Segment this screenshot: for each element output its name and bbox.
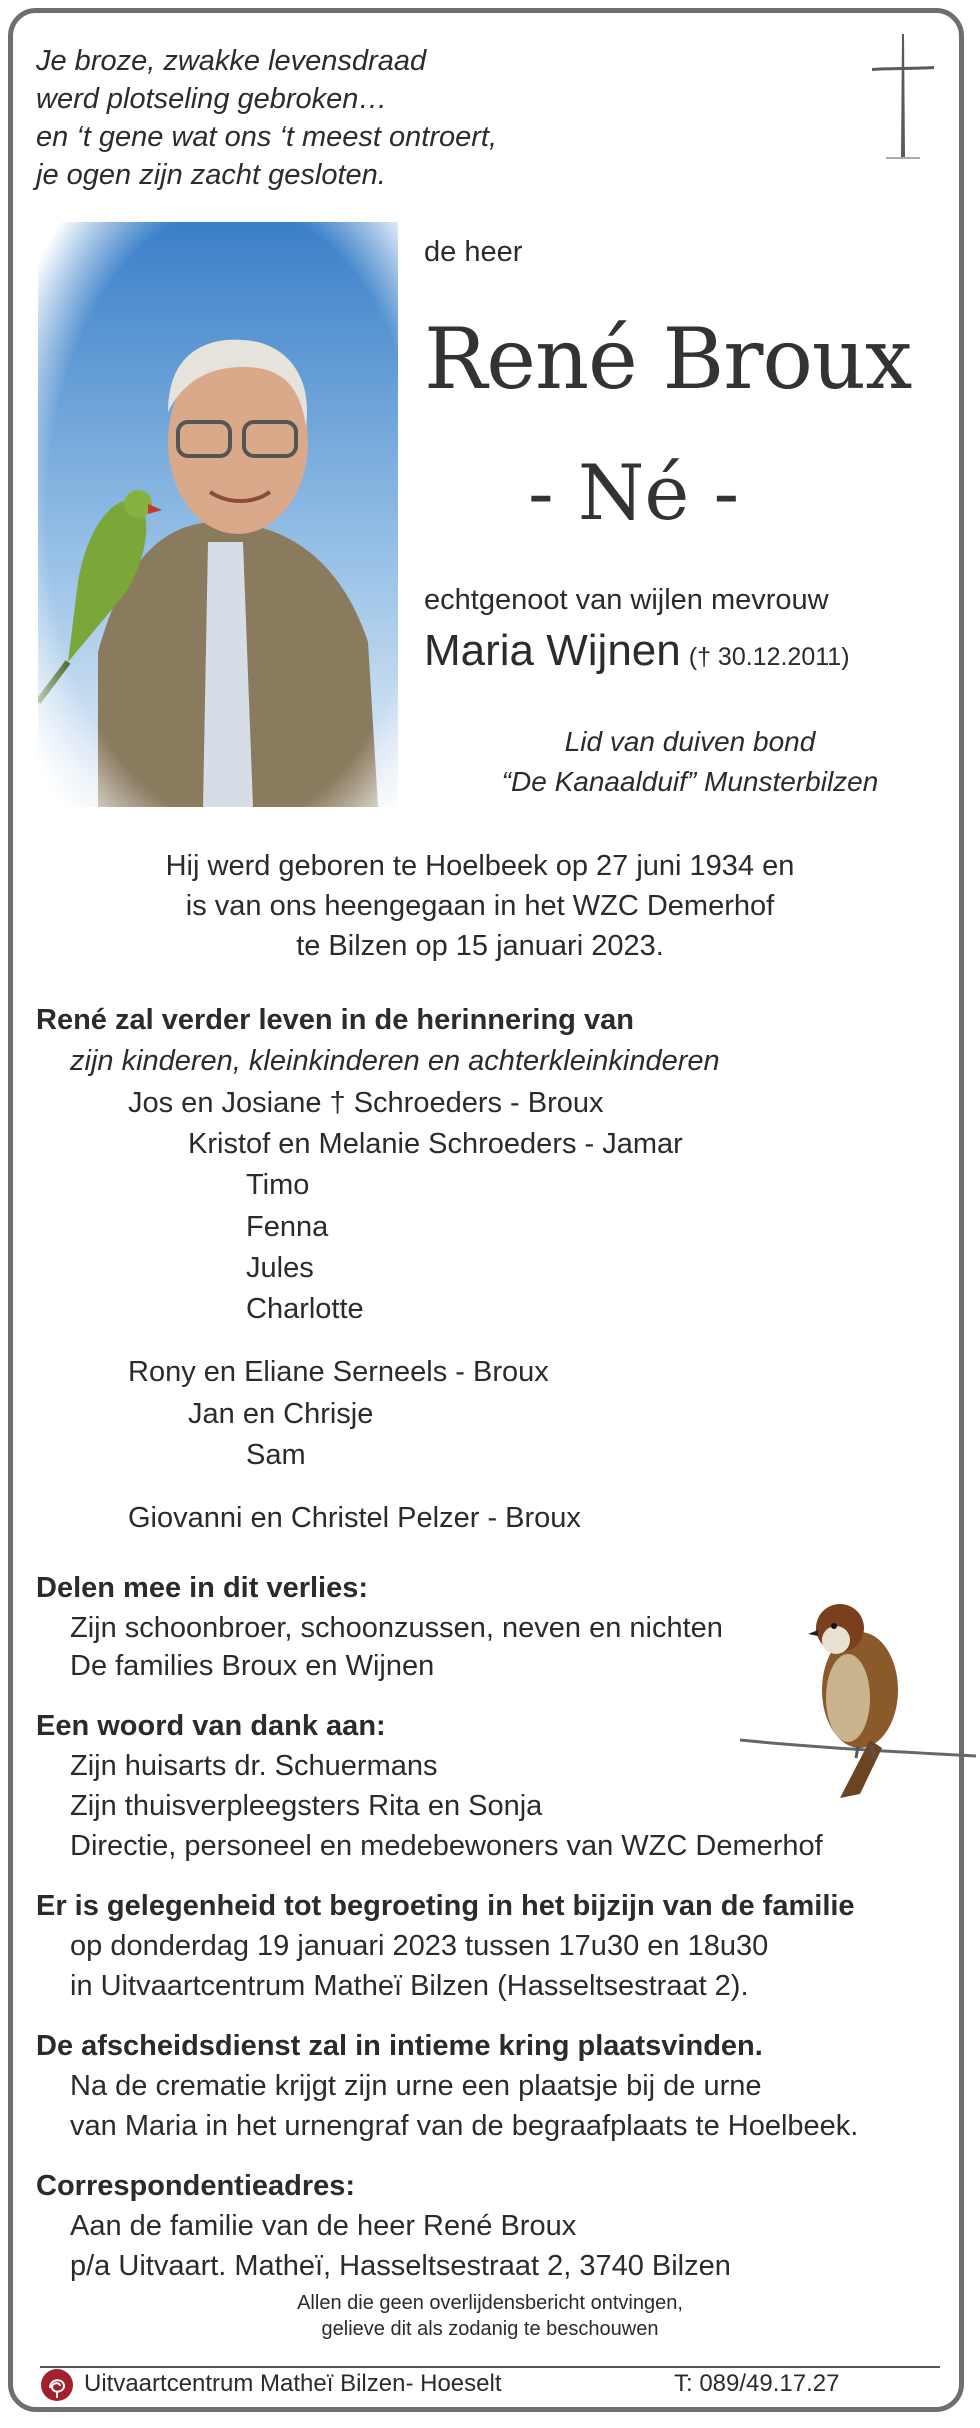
share-line: De families Broux en Wijnen — [70, 1650, 435, 1682]
cross-icon — [868, 30, 938, 165]
family-line: Sam — [246, 1439, 306, 1471]
family-line: Timo — [246, 1169, 310, 1201]
poem-line: Je broze, zwakke levensdraad — [36, 45, 427, 77]
correspondence-line: Aan de familie van de heer René Broux — [70, 2210, 577, 2242]
title-prefix: de heer — [424, 236, 523, 268]
spouse — [424, 626, 850, 676]
family-line: Jules — [246, 1252, 314, 1284]
notice-line: gelieve dit als zodanig te beschouwen — [321, 2318, 659, 2340]
thanks-line: Directie, personeel en medebewoners van WZC Demerhof — [70, 1830, 823, 1862]
visit-heading: Er is gelegenheid tot begroeting in het bijzijn van de familie — [36, 1890, 855, 1922]
notice-line: Allen die geen overlijdensbericht ontvingen, — [297, 2292, 683, 2314]
share-heading: Delen mee in dit verlies: — [36, 1572, 369, 1604]
deceased-nickname: - Né - — [528, 448, 740, 537]
spouse-intro: echtgenoot van wijlen mevrouw — [424, 584, 829, 616]
birth-line: te Bilzen op 15 januari 2023. — [296, 930, 664, 962]
birth-line: is van ons heengegaan in het WZC Demerhof — [185, 890, 775, 922]
family-line: Fenna — [246, 1211, 329, 1243]
birth-line: Hij werd geboren te Hoelbeek op 27 juni 1934 en — [165, 850, 795, 882]
club-membership — [430, 722, 950, 802]
visit-line: in Uitvaartcentrum Matheï Bilzen (Hasseltsestraat 2). — [70, 1970, 749, 2002]
footer-divider — [40, 2366, 940, 2368]
deceased-name: René Broux — [424, 310, 912, 408]
service-line: Na de crematie krijgt zijn urne een plaatsje bij de urne — [70, 2070, 762, 2102]
rose-logo-icon — [40, 2368, 74, 2402]
family-line: Jos en Josiane † Schroeders - Broux — [128, 1087, 604, 1119]
service-heading: De afscheidsdienst zal in intieme kring plaatsvinden. — [36, 2030, 763, 2062]
footer-phone: T: 089/49.17.27 — [674, 2370, 840, 2397]
family-line: Rony en Eliane Serneels - Broux — [128, 1356, 549, 1388]
club-line: “De Kanaalduif” Munsterbilzen — [501, 766, 879, 797]
family-line: Charlotte — [246, 1293, 364, 1325]
notice-text — [220, 2290, 760, 2342]
portrait-photo — [38, 222, 398, 807]
footer-company: Uitvaartcentrum Matheï Bilzen- Hoeselt — [84, 2370, 502, 2397]
poem-line: werd plotseling gebroken… — [36, 83, 388, 115]
thanks-heading: Een woord van dank aan: — [36, 1710, 386, 1742]
family-heading: René zal verder leven in de herinnering van — [36, 1004, 634, 1036]
thanks-line: Zijn thuisverpleegsters Rita en Sonja — [70, 1790, 543, 1822]
sparrow-icon — [740, 1580, 976, 1820]
thanks-line: Zijn huisarts dr. Schuermans — [70, 1750, 438, 1782]
poem-line: en ‘t gene wat ons ‘t meest ontroert, — [36, 121, 498, 153]
family-line: Giovanni en Christel Pelzer - Broux — [128, 1502, 581, 1534]
poem-line: je ogen zijn zacht gesloten. — [36, 159, 386, 191]
family-line: Kristof en Melanie Schroeders - Jamar — [188, 1128, 683, 1160]
visit-line: op donderdag 19 januari 2023 tussen 17u30 en 18u30 — [70, 1930, 769, 1962]
poem — [36, 42, 497, 194]
birth-death-text — [40, 846, 920, 966]
correspondence-line: p/a Uitvaart. Matheï, Hasseltsestraat 2, 3740 Bilzen — [70, 2250, 731, 2282]
spouse-name: Maria Wijnen — [424, 626, 681, 675]
family-subheading: zijn kinderen, kleinkinderen en achterkleinkinderen — [70, 1045, 720, 1077]
spouse-date: († 30.12.2011) — [688, 643, 850, 671]
family-line: Jan en Chrisje — [188, 1398, 374, 1430]
correspondence-heading: Correspondentieadres: — [36, 2170, 356, 2202]
share-line: Zijn schoonbroer, schoonzussen, neven en nichten — [70, 1612, 723, 1644]
club-line: Lid van duiven bond — [564, 726, 816, 757]
service-line: van Maria in het urnengraf van de begraafplaats te Hoelbeek. — [70, 2110, 859, 2142]
